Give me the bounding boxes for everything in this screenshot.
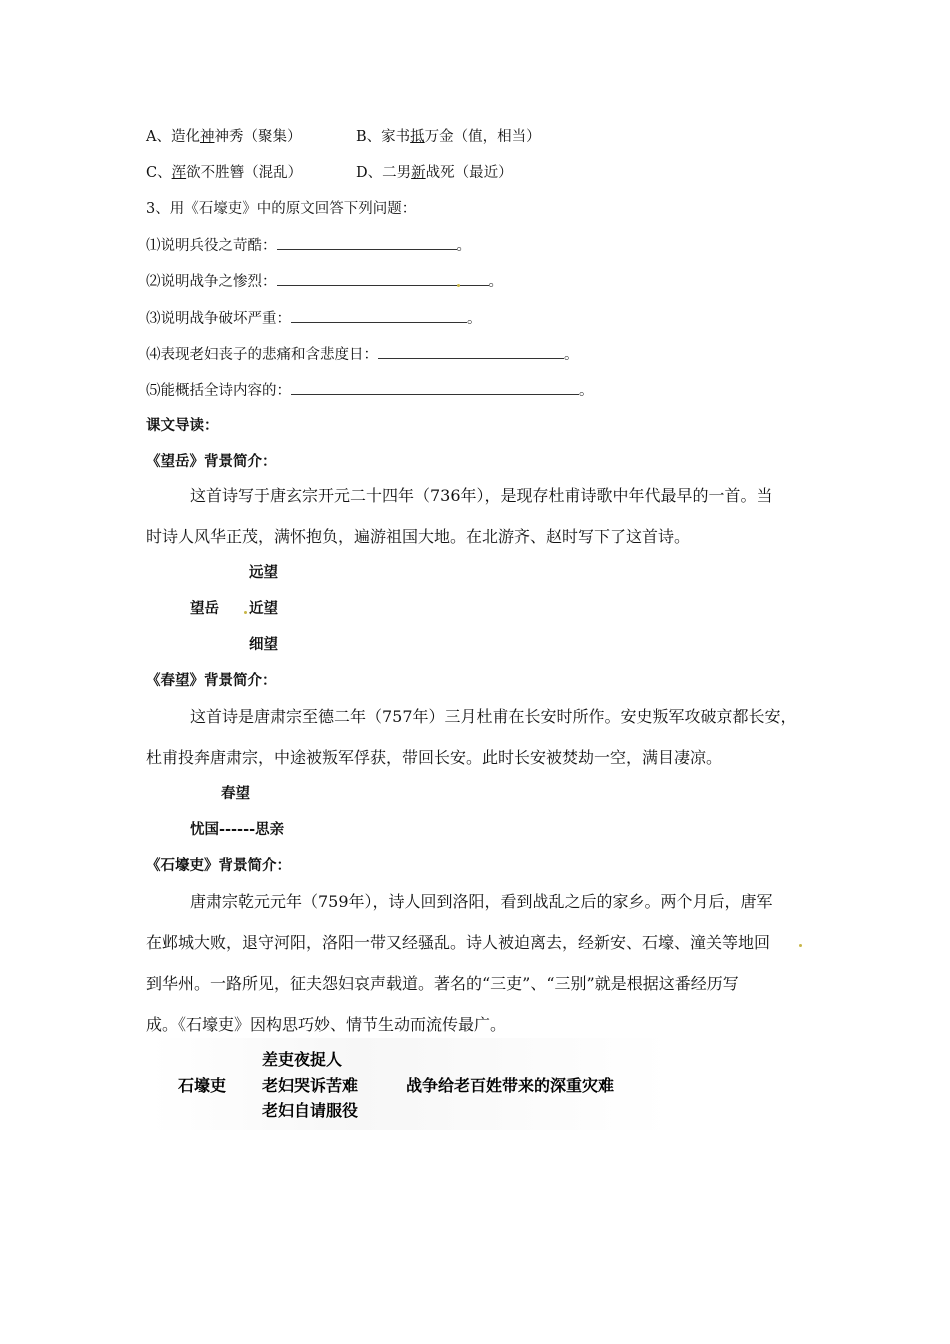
shihaoli-branch-2: 老妇哭诉苦难 [262, 1076, 359, 1095]
chunwang-paragraph-line-1: 这首诗是唐肃宗至德二年（757年）三月杜甫在长安时所作。安史叛军攻破京都长安， [190, 707, 797, 726]
option-b-underlined: 抵 [410, 129, 425, 145]
chunwang-diagram-line: 忧国------思亲 [190, 822, 285, 838]
wangyue-branch-3: 细望 [249, 637, 278, 653]
option-d [356, 163, 513, 183]
wangyue-heading: 《望岳》背景简介： [146, 454, 277, 470]
question-3-item-1 [146, 235, 471, 256]
answer-blank-3[interactable] [291, 308, 467, 323]
wangyue-branch-1: 远望 [249, 565, 278, 581]
option-c-suffix: 欲不胜簪（混乱） [186, 165, 303, 181]
question-3-item-4 [146, 344, 579, 365]
option-a-underlined: 神 [199, 129, 215, 145]
shihaoli-branch-1: 差吏夜捉人 [262, 1050, 343, 1069]
option-d-prefix: D、二男 [356, 165, 412, 181]
item-5-end: 。 [579, 383, 594, 399]
shihaoli-paragraph-line-1: 唐肃宗乾元元年（759年），诗人回到洛阳，看到战乱之后的家乡。两个月后，唐军 [190, 892, 773, 911]
answer-blank-5[interactable] [291, 380, 579, 395]
option-c-underlined: 浑 [171, 165, 187, 181]
item-3-end: 。 [467, 311, 482, 327]
option-b [356, 127, 541, 147]
item-2-end: 。 [488, 274, 503, 290]
option-d-underlined: 新 [411, 165, 426, 181]
shihaoli-paragraph-line-4: 成。《石壕吏》因构思巧妙、情节生动而流传最广。 [146, 1015, 507, 1034]
option-d-suffix: 战死（最近） [425, 165, 513, 181]
option-c [146, 163, 302, 183]
question-3-item-3 [146, 308, 482, 329]
option-a-suffix: 神秀（聚集） [214, 129, 302, 145]
shihaoli-heading: 《石壕吏》背景简介： [146, 858, 291, 874]
chunwang-diagram-title: 春望 [221, 786, 250, 802]
item-1-label: ⑴说明兵役之苛酷： [146, 238, 277, 254]
question-3-item-5 [146, 380, 594, 401]
scan-speck [457, 284, 460, 287]
shihaoli-paragraph-line-2: 在邺城大败，退守河阳，洛阳一带又经骚乱。诗人被迫离去，经新安、石壕、潼关等地回 [146, 933, 771, 952]
shihaoli-branch-3: 老妇自请服役 [262, 1101, 359, 1120]
item-2-label: ⑵说明战争之惨烈： [146, 274, 277, 290]
shihaoli-paragraph-line-3: 到华州。一路所见，征夫怨妇哀声载道。著名的“三吏”、“三别”就是根据这番经历写 [146, 974, 739, 993]
option-b-prefix: B、家书 [356, 129, 411, 145]
scan-speck [244, 611, 247, 614]
wangyue-paragraph-line-2: 时诗人风华正茂，满怀抱负，遍游祖国大地。在北游齐、赵时写下了这首诗。 [146, 527, 691, 546]
shihaoli-root: 石壕吏 [178, 1076, 227, 1095]
option-b-suffix: 万金（值，相当） [424, 129, 541, 145]
item-5-label: ⑸能概括全诗内容的： [146, 383, 291, 399]
answer-blank-1[interactable] [277, 235, 457, 250]
shihaoli-diagram [150, 1038, 670, 1130]
chunwang-paragraph-line-2: 杜甫投奔唐肃宗，中途被叛军俘获，带回长安。此时长安被焚劫一空，满目凄凉。 [146, 748, 723, 767]
wangyue-root: 望岳 [190, 601, 219, 617]
option-a-prefix: A、造化 [146, 129, 200, 145]
guide-heading: 课文导读： [146, 418, 219, 434]
item-4-end: 。 [564, 347, 579, 363]
shihaoli-conclusion: 战争给老百姓带来的深重灾难 [406, 1076, 615, 1095]
option-c-prefix: C、 [146, 165, 172, 181]
option-a [146, 127, 301, 147]
item-1-end: 。 [456, 238, 471, 254]
scan-speck [799, 944, 802, 947]
question-3-title: 3、用《石壕吏》中的原文回答下列问题： [146, 201, 417, 217]
chunwang-heading: 《春望》背景简介： [146, 673, 277, 689]
question-3-item-2 [146, 271, 503, 292]
answer-blank-4[interactable] [378, 344, 564, 359]
wangyue-paragraph-line-1: 这首诗写于唐玄宗开元二十四年（736年），是现存杜甫诗歌中年代最早的一首。当 [190, 486, 773, 505]
wangyue-branch-2: 近望 [249, 601, 278, 617]
item-3-label: ⑶说明战争破坏严重： [146, 311, 291, 327]
item-4-label: ⑷表现老妇丧子的悲痛和含悲度日： [146, 347, 378, 363]
